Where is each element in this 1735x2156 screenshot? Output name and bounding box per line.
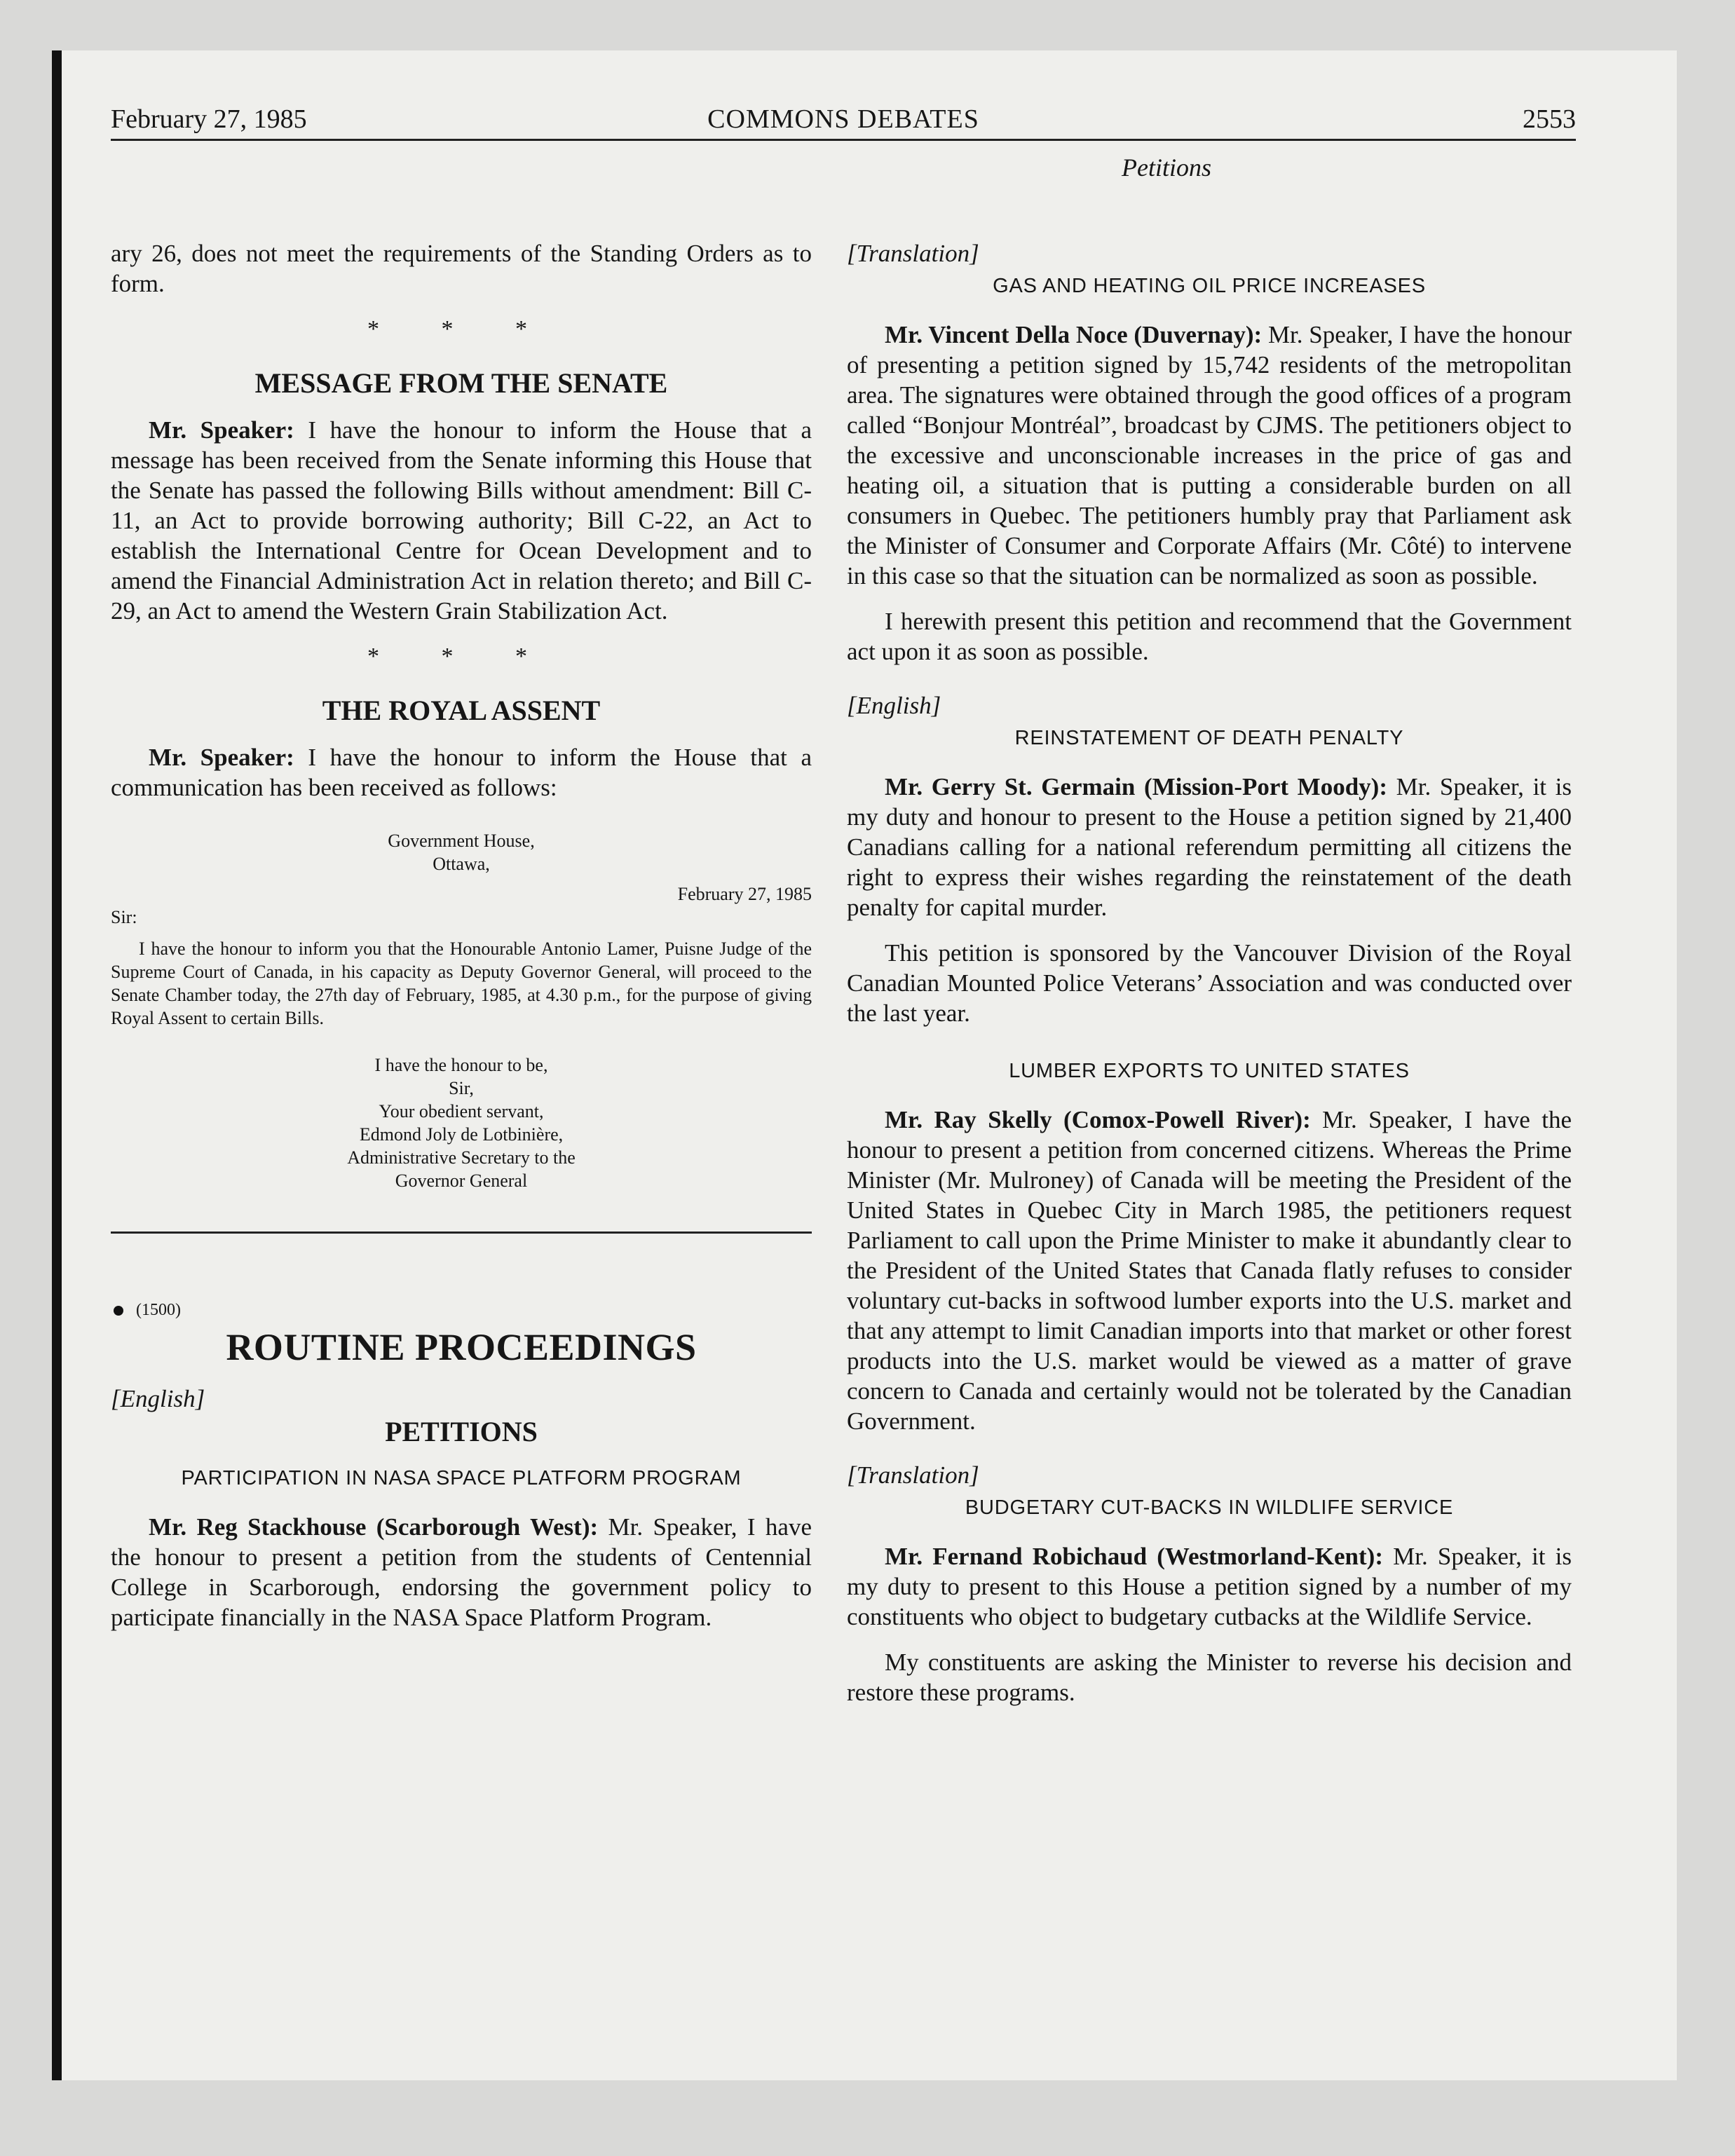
- section-divider: * * *: [367, 316, 555, 342]
- letter-signature: [111, 1053, 812, 1192]
- death-penalty-paragraph-2: This petition is sponsored by the Vancouver Division of the Royal Canadian Mounted Police Veterans’ Association and was conducted over the last year.: [847, 939, 1572, 1027]
- letter-signer-title: Administrative Secretary to the: [347, 1147, 576, 1168]
- royal-assent-text: I have the honour to inform the House that a communication has been received as follows:: [111, 744, 812, 801]
- royal-assent-heading: THE ROYAL ASSENT: [322, 695, 601, 726]
- letter-signer-title-2: Governor General: [395, 1171, 528, 1191]
- speaker-name: Mr. Speaker:: [149, 744, 294, 771]
- nasa-text: Mr. Speaker, I have the honour to present a petition from the students of Centennial College in Scarborough, endorsing the government policy to participate financially in the NASA Space Platform Program.: [111, 1513, 812, 1631]
- death-penalty-heading: REINSTATEMENT OF DEATH PENALTY: [1014, 727, 1404, 749]
- petitions-heading: PETITIONS: [385, 1416, 538, 1447]
- nasa-heading: PARTICIPATION IN NASA SPACE PLATFORM PROGRAM: [181, 1467, 742, 1489]
- language-tag: [English]: [111, 1385, 205, 1412]
- death-penalty-paragraph: [847, 772, 1572, 922]
- speaker-name: Mr. Ray Skelly (Comox-Powell River):: [885, 1106, 1311, 1133]
- senate-heading: MESSAGE FROM THE SENATE: [254, 367, 668, 399]
- time-marker: [111, 1295, 812, 1325]
- letter-body: I have the honour to inform you that the Honourable Antonio Lamer, Puisne Judge of the Supreme Court of Canada, in his capacity as Deputy Governor General, will proceed to the Senate Chamber today, the 27th day of February, 1985, at 4.30 p.m., for the purpose of giving Royal Assent to certain Bills.: [111, 939, 812, 1028]
- lumber-paragraph: [847, 1105, 1572, 1436]
- death-penalty-text: Mr. Speaker, it is my duty and honour to present to the House a petition signed by 21,400 Canadians calling for a national referendum permitting all citizens the right to express their wishes regarding the reinstatement of the death penalty for capital murder.: [847, 773, 1572, 921]
- wildlife-paragraph: [847, 1541, 1572, 1632]
- letter-address: Government House,: [388, 831, 535, 851]
- wildlife-paragraph-2: My constituents are asking the Minister to reverse his decision and restore these programs.: [847, 1649, 1572, 1706]
- royal-assent-paragraph: [111, 742, 812, 803]
- lumber-heading: LUMBER EXPORTS TO UNITED STATES: [1009, 1060, 1410, 1082]
- wildlife-text: Mr. Speaker, it is my duty to present to this House a petition signed by a number of my constituents who object to budgetary cutbacks at the Wildlife Service.: [847, 1543, 1572, 1630]
- assent-letter: [111, 829, 812, 1030]
- page-number: 2553: [1523, 104, 1576, 134]
- header-date: February 27, 1985: [111, 104, 307, 134]
- senate-paragraph: [111, 415, 812, 626]
- speaker-name: Mr. Speaker:: [149, 416, 294, 444]
- right-column: [847, 238, 1572, 1723]
- speaker-name: Mr. Fernand Robichaud (Westmorland-Kent):: [885, 1543, 1383, 1570]
- lumber-text: Mr. Speaker, I have the honour to present a petition from concerned citizens. Whereas the Prime Minister (Mr. Mulroney) of Canada will be meeting the President of the United States in Quebec City in March 1985, the petitioners request Parliament to call upon the Prime Minister to make it abundantly clear to the President of the United States that Canada flatly refuses to consider voluntary cut-backs in softwood lumber exports into the U.S. market and that any attempt to limit Canadian imports into that market or other forest products into the U.S. market would be viewed as a matter of grave concern to Canada and certainly would not be tolerated by the Canadian Government.: [847, 1106, 1572, 1435]
- letter-salutation: Sir:: [111, 907, 137, 927]
- letter-date: February 27, 1985: [677, 884, 812, 904]
- scan-edge: [52, 50, 62, 2080]
- speaker-name: Mr. Reg Stackhouse (Scarborough West):: [149, 1513, 599, 1541]
- gas-heading: GAS AND HEATING OIL PRICE INCREASES: [993, 275, 1426, 297]
- time-stamp: (1500): [136, 1301, 181, 1319]
- gas-paragraph: [847, 320, 1572, 591]
- letter-close: I have the honour to be,: [374, 1055, 548, 1075]
- routine-proceedings-heading: ROUTINE PROCEEDINGS: [226, 1326, 697, 1368]
- page-header: [111, 100, 1576, 141]
- speaker-name: Mr. Gerry St. Germain (Mission-Port Moody):: [885, 773, 1387, 800]
- gas-text: Mr. Speaker, I have the honour of presenting a petition signed by 15,742 residents of the metropolitan area. The signatures were obtained through the good offices of a program called “Bonjour Montréal”, broadcast by CJMS. The petitioners object to the excessive and unconscionable increases in the price of gas and heating oil, a situation that is putting a considerable burden on all consumers in Quebec. The petitioners humbly pray that Parliament ask the Minister of Consumer and Corporate Affairs (Mr. Côté) to intervene in this case so that the situation can be normalized as soon as possible.: [847, 321, 1572, 589]
- language-tag: [Translation]: [847, 1461, 979, 1489]
- letter-close-servant: Your obedient servant,: [379, 1101, 544, 1121]
- letter-city: Ottawa,: [433, 854, 490, 874]
- carryover-text: ary 26, does not meet the requirements of the Standing Orders as to form.: [111, 240, 812, 297]
- header-title: COMMONS DEBATES: [707, 104, 979, 134]
- bullet-icon: [114, 1306, 123, 1316]
- letter-signer: Edmond Joly de Lotbinière,: [359, 1124, 564, 1145]
- section-rule: [111, 1231, 812, 1234]
- language-tag: [English]: [847, 692, 941, 719]
- senate-text: I have the honour to inform the House that a message has been received from the Senate informing this House that the Senate has passed the following Bills without amendment: Bill C-11, an Act to provide borrowing authority; Bill C-22, an Act to establish the International Centre for Ocean Development and to amend the Financial Administration Act in relation thereto; and Bill C-29, an Act to amend the Western Grain Stabilization Act.: [111, 416, 812, 625]
- nasa-paragraph: [111, 1512, 812, 1632]
- gas-paragraph-2: I herewith present this petition and recommend that the Government act upon it as soon as possible.: [847, 608, 1572, 665]
- letter-close-sir: Sir,: [449, 1078, 474, 1098]
- speaker-name: Mr. Vincent Della Noce (Duvernay):: [885, 321, 1263, 348]
- section-divider: * * *: [367, 643, 555, 669]
- wildlife-heading: BUDGETARY CUT-BACKS IN WILDLIFE SERVICE: [965, 1496, 1454, 1519]
- left-column: [111, 238, 812, 1648]
- running-head: Petitions: [1122, 153, 1211, 182]
- language-tag: [Translation]: [847, 240, 979, 267]
